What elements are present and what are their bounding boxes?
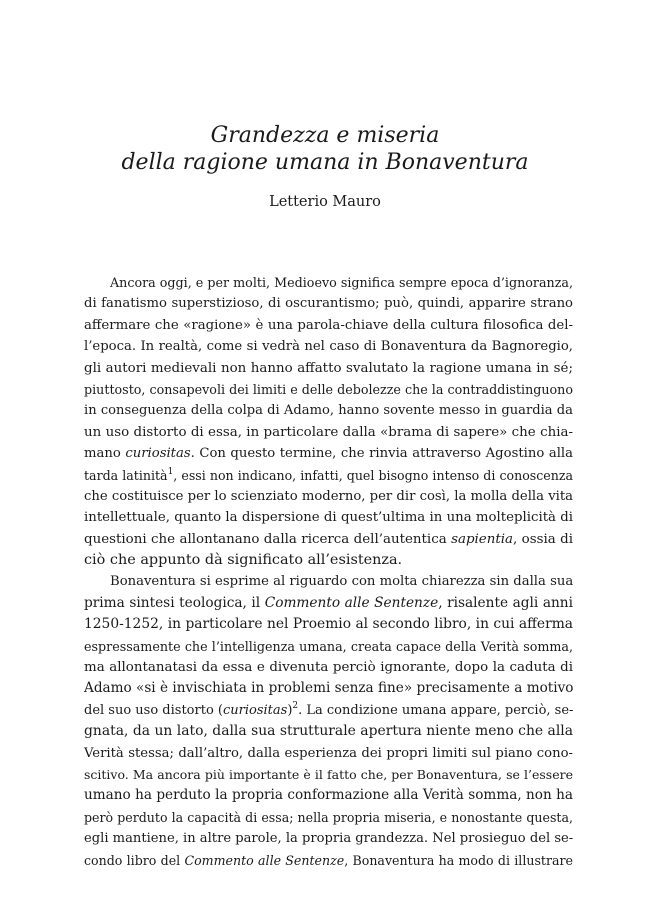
text-line	[84, 828, 573, 849]
text-run: umano ha perduto la propria conformazione alla Verità somma, non ha	[84, 787, 573, 804]
text-run: prima sintesi teologica, il	[84, 594, 265, 611]
text-line	[84, 293, 573, 314]
text-run: . La condizione umana appare, perciò, se-	[298, 702, 574, 718]
italic-term: curiositas	[125, 446, 191, 462]
italic-term: sapientia	[451, 531, 513, 547]
text-run: Ancora oggi, e per molti, Medioevo significa sempre epoca d’ignoranza,	[110, 275, 573, 290]
text-run: in conseguenza della colpa di Adamo, hanno sovente messo in guardia da	[84, 403, 573, 419]
text-line	[84, 507, 573, 528]
text-line	[84, 593, 573, 614]
footnote-marker[interactable]: 2	[292, 700, 299, 711]
text-run: affermare che «ragione» è una parola-chiave della cultura filosofica del-	[84, 317, 573, 333]
text-line	[84, 379, 573, 400]
text-run: gli autori medievali non hanno affatto svalutato la ragione umana in sé;	[84, 360, 573, 376]
footnote-marker[interactable]: 1	[167, 466, 174, 477]
text-run: un uso distorto di essa, in particolare dalla «brama di sapere» che chia-	[84, 424, 573, 440]
text-run: , Bonaventura ha modo di illustrare	[344, 852, 573, 868]
text-line	[84, 764, 573, 785]
text-line	[84, 443, 573, 464]
text-run: tarda latinità	[84, 467, 168, 483]
text-run: 1250-1252, in particolare nel Proemio al secondo libro, in cui afferma	[84, 616, 573, 633]
text-run: scitivo. Ma ancora più importante è il fatto che, per Bonaventura, se l’essere	[84, 766, 573, 782]
text-line	[84, 700, 573, 721]
text-line	[84, 529, 573, 550]
author-name: Letterio Mauro	[269, 194, 381, 210]
text-run: espressamente che l’intelligenza umana, creata capace della Verità somma,	[84, 638, 573, 654]
text-line	[84, 571, 573, 592]
text-run: però perduto la capacità di essa; nella propria miseria, e nonostante questa,	[84, 809, 573, 825]
text-run: del suo uso distorto (	[84, 702, 223, 718]
text-run: , ossia di	[513, 531, 573, 547]
text-run: piuttosto, consapevoli dei limiti e delle debolezze che la contraddistinguono	[84, 381, 573, 397]
text-run: Verità stessa; dall’altro, dalla esperienza dei propri limiti sul piano cono-	[84, 745, 573, 761]
italic-term: Commento alle Sentenze	[184, 852, 345, 868]
italic-term: curiositas	[222, 702, 288, 718]
text-run: ciò che appunto dà significato all’esistenza.	[84, 552, 403, 569]
text-line	[84, 743, 573, 764]
text-run: )	[287, 702, 293, 718]
text-line	[84, 336, 573, 357]
text-run: , essi non indicano, infatti, quel bisogno intenso di conoscenza	[173, 467, 573, 483]
text-line	[84, 721, 573, 742]
body-text	[84, 272, 573, 871]
text-run: intellettuale, quanto la dispersione di quest’ultima in una molteplicità di	[84, 510, 573, 526]
text-run: . Con questo termine, che rinvia attraverso Agostino alla	[190, 446, 573, 462]
text-line	[84, 678, 573, 699]
text-run: , risalente agli anni	[438, 594, 573, 611]
text-run: ma allontanatasi da essa e divenuta perciò ignorante, dopo la caduta di	[84, 660, 573, 676]
text-line	[84, 807, 573, 828]
text-run: Adamo «si è invischiata in problemi senza fine» precisamente a motivo	[84, 680, 574, 697]
text-line	[84, 657, 573, 678]
text-line	[84, 400, 573, 421]
text-line	[84, 785, 573, 806]
text-line	[84, 636, 573, 657]
text-line	[84, 272, 573, 293]
text-line	[84, 358, 573, 379]
text-line	[84, 614, 573, 635]
text-line	[84, 315, 573, 336]
text-line	[84, 465, 573, 486]
text-run: condo libro del	[84, 852, 185, 868]
text-run: mano	[84, 446, 126, 462]
text-run: che costituisce per lo scienziato moderno, per dir così, la molla della vita	[84, 488, 574, 504]
text-run: Bonaventura si esprime al riguardo con molta chiarezza sin dalla sua	[110, 574, 574, 590]
text-line	[84, 486, 573, 507]
text-line	[84, 422, 573, 443]
chapter-title-line-1: Grandezza e miseria	[210, 123, 440, 148]
text-run: egli mantiene, in altre parole, la propria grandezza. Nel prosieguo del se-	[84, 831, 574, 847]
text-line	[84, 550, 573, 571]
text-run: l’epoca. In realtà, come si vedrà nel caso di Bonaventura da Bagnoregio,	[84, 339, 573, 355]
text-run: gnata, da un lato, dalla sua strutturale apertura niente meno che alla	[84, 723, 573, 740]
text-run: di fanatismo superstizioso, di oscurantismo; può, quindi, apparire strano	[84, 296, 573, 312]
text-run: questioni che allontanano dalla ricerca dell’autentica	[84, 531, 452, 547]
chapter-title-line-2: della ragione umana in Bonaventura	[121, 150, 529, 175]
italic-term: Commento alle Sentenze	[264, 594, 439, 611]
text-line	[84, 850, 573, 871]
